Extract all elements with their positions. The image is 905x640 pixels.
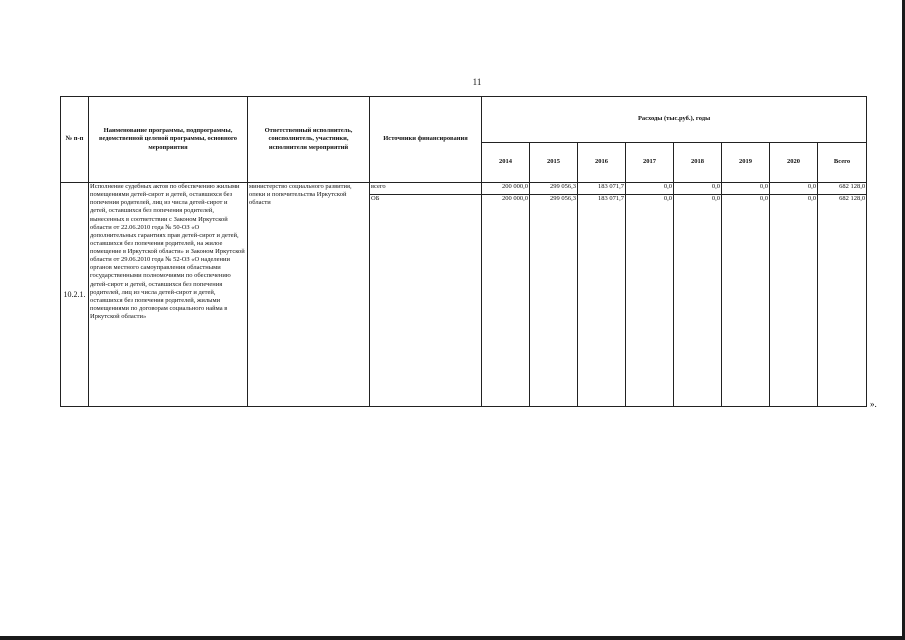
source-cell: ОБ [370, 195, 482, 407]
header-year-2015: 2015 [530, 143, 578, 183]
source-cell: всего [370, 183, 482, 195]
value-cell: 200 000,0 [482, 195, 530, 407]
header-source: Источники финансирования [370, 97, 482, 183]
value-cell: 183 071,7 [578, 195, 626, 407]
program-description: Исполнение судебных актов по обеспечению жилыми помещениями детей-сирот и детей, оставшихся без попечения родителей, лиц из числа детей-сирот и детей, оставшихся без попечения родителей, вынесенных в соответствии с Законом Иркутской области от 22.06.2010 года № 50-ОЗ «О дополнительных гарантиях прав детей-сирот и детей, оставшихся без попечения родителей, на жилое помещение в Иркутской области» и Законом Иркутской области от 29.06.2010 года № 52-ОЗ «О наделении органов местного самоуправления областными государственными полномочиями по обеспечению детей-сирот и детей, оставшихся без попечения родителей, лиц из числа детей-сирот и детей, оставшихся без попечения родителей, жилыми помещениями по договорам социального найма в Иркутской области» [89, 183, 248, 407]
header-year-2016: 2016 [578, 143, 626, 183]
header-year-2014: 2014 [482, 143, 530, 183]
value-cell: 299 056,3 [530, 195, 578, 407]
value-cell: 0,0 [722, 183, 770, 195]
header-expenses: Расходы (тыс.руб.), годы [482, 97, 867, 143]
value-cell: 0,0 [674, 195, 722, 407]
scan-edge-bottom [0, 636, 905, 640]
header-num: № п-п [61, 97, 89, 183]
value-cell: 0,0 [770, 195, 818, 407]
value-cell: 0,0 [626, 195, 674, 407]
value-cell: 183 071,7 [578, 183, 626, 195]
budget-table [60, 96, 867, 407]
row-number: 10.2.1. [61, 183, 89, 407]
page-number: 11 [472, 77, 482, 87]
total-cell: 682 128,0 [818, 183, 867, 195]
value-cell: 299 056,3 [530, 183, 578, 195]
total-cell: 682 128,0 [818, 195, 867, 407]
value-cell: 0,0 [722, 195, 770, 407]
value-cell: 0,0 [626, 183, 674, 195]
value-cell: 200 000,0 [482, 183, 530, 195]
header-program: Наименование программы, подпрограммы, ведомственной целевой программы, основного мероприятия [89, 97, 248, 183]
closing-quote-mark: ». [870, 399, 877, 409]
header-year-2017: 2017 [626, 143, 674, 183]
value-cell: 0,0 [770, 183, 818, 195]
header-year-2018: 2018 [674, 143, 722, 183]
header-total: Всего [818, 143, 867, 183]
value-cell: 0,0 [674, 183, 722, 195]
header-year-2019: 2019 [722, 143, 770, 183]
table-row [61, 183, 867, 195]
executor-cell: министерство социального развития, опеки и попечительства Иркутской области [248, 183, 370, 407]
header-year-2020: 2020 [770, 143, 818, 183]
header-executor: Ответственный исполнитель, соисполнитель, участники, исполнители мероприятий [248, 97, 370, 183]
